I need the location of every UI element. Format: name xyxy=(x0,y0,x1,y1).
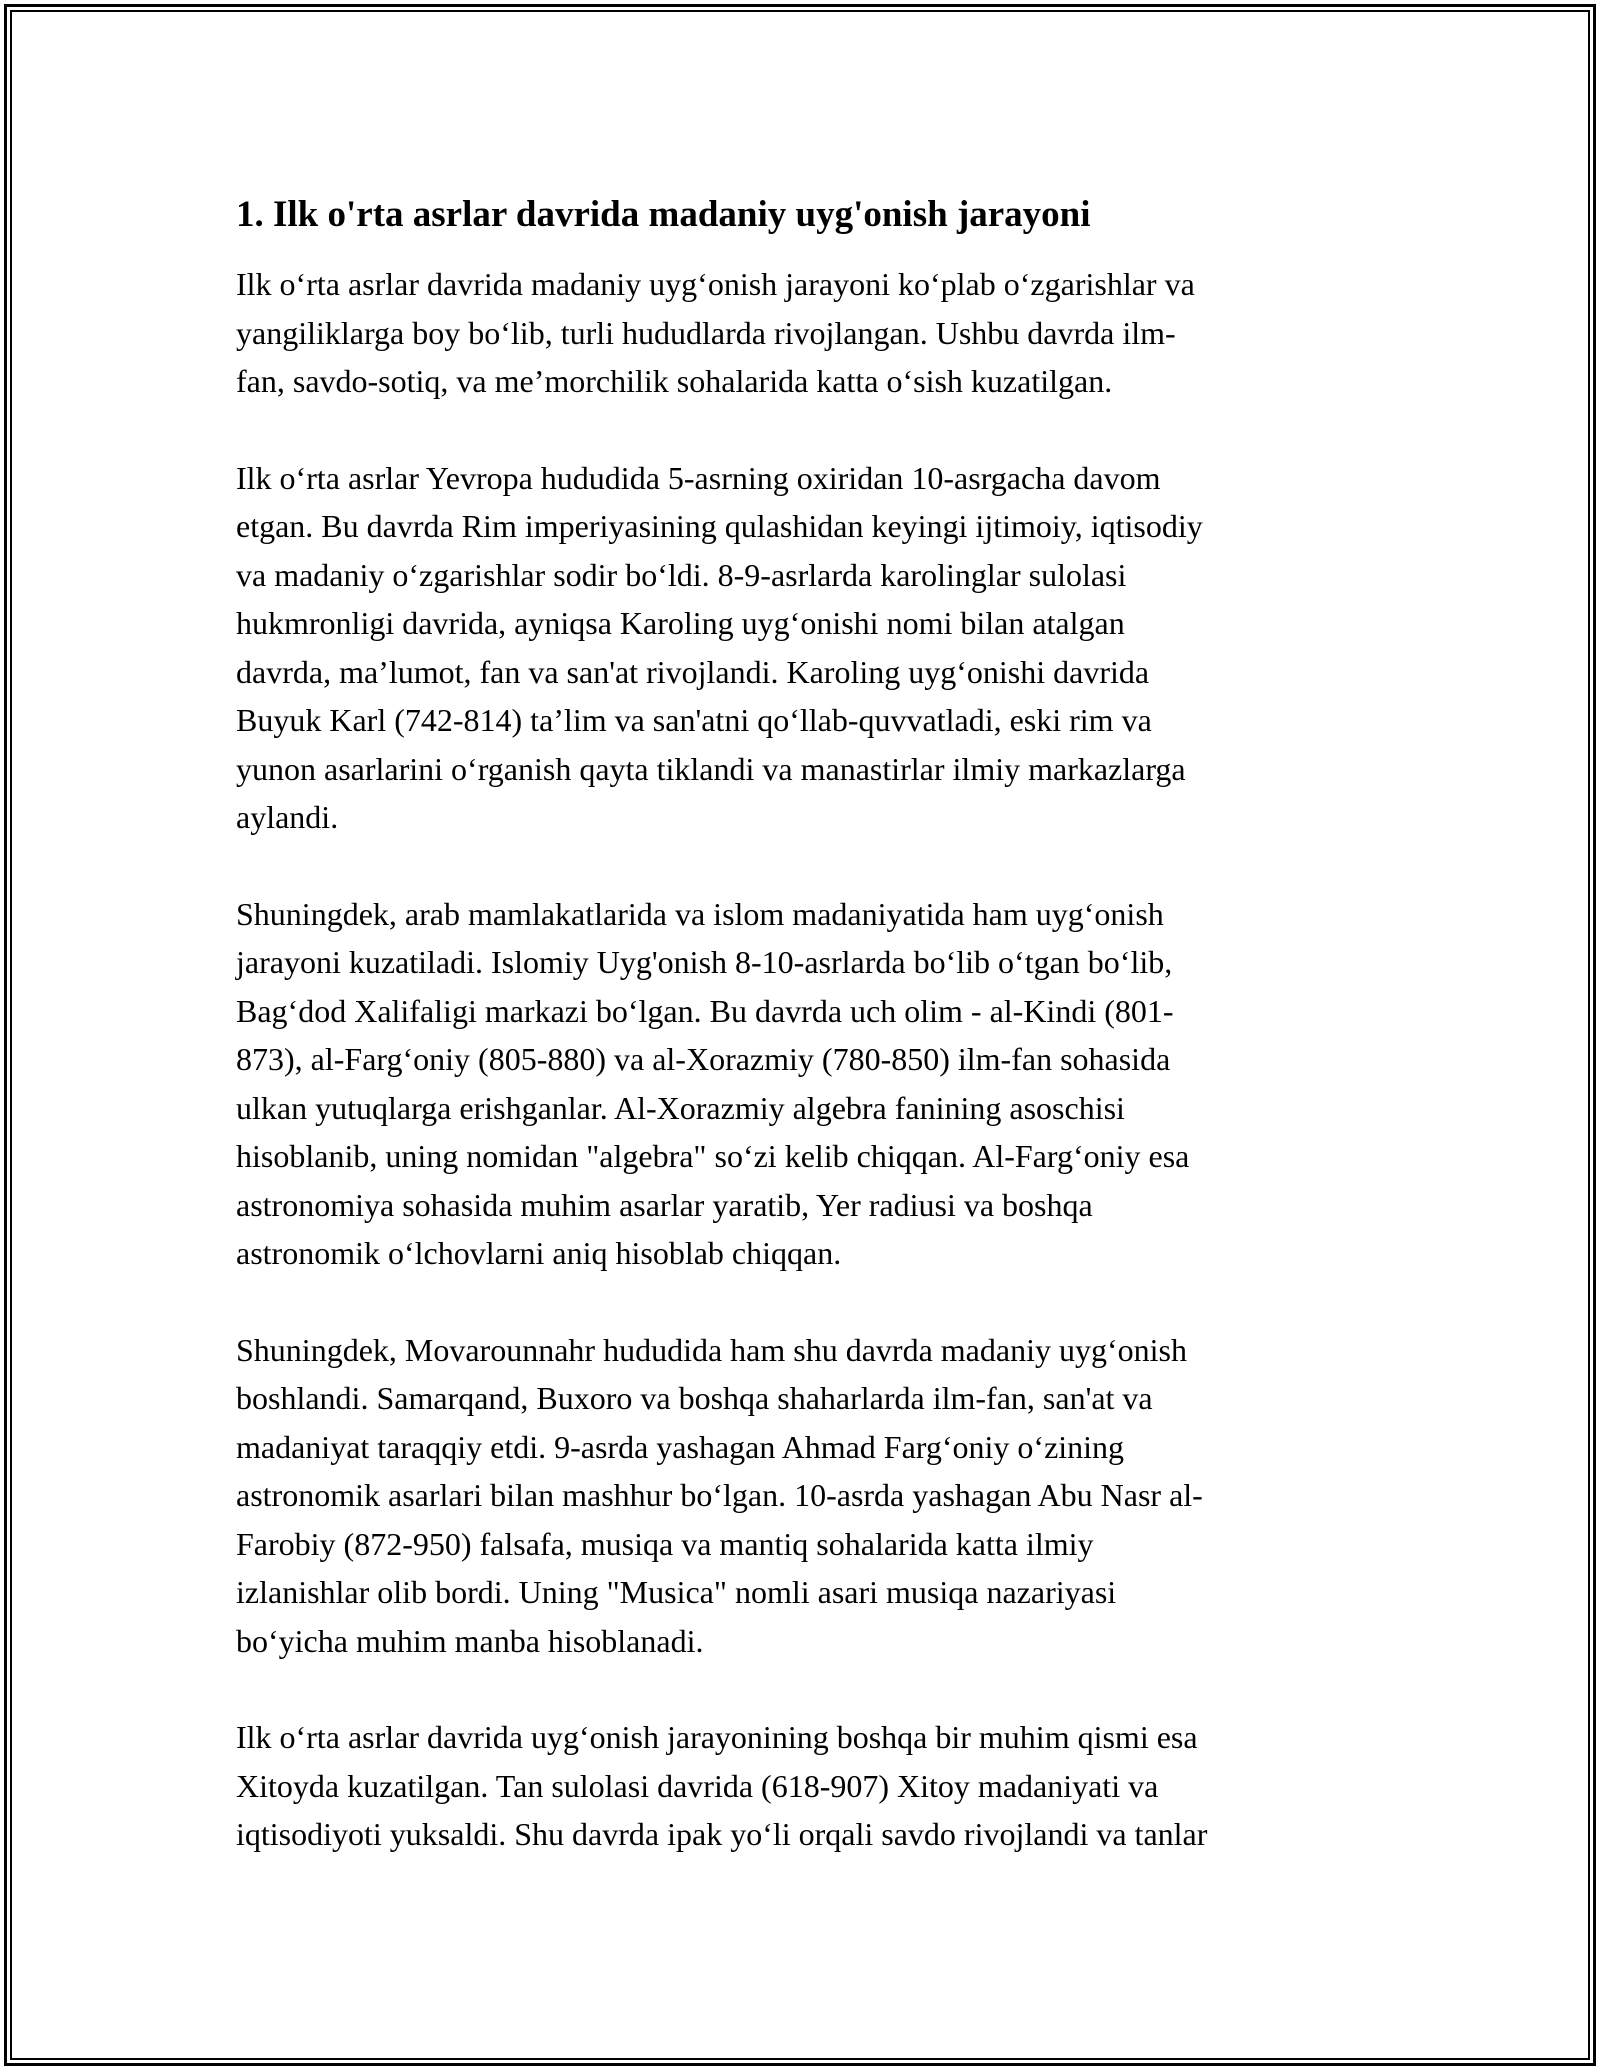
text-line: iqtisodiyoti yuksaldi. Shu davrda ipak yo‘li orqali savdo rivojlandi va tanlar xyxy=(236,1816,1208,1852)
text-line: boshlandi. Samarqand, Buxoro va boshqa shaharlarda ilm-fan, san'at va xyxy=(236,1380,1153,1416)
paragraph-list xyxy=(236,260,1358,1859)
paragraph-5 xyxy=(236,1713,1358,1859)
text-line: Farobiy (872-950) falsafa, musiqa va mantiq sohalarida katta ilmiy xyxy=(236,1525,1094,1562)
text-line: etgan. Bu davrda Rim imperiyasining qulashidan keyingi ijtimoiy, iqtisodiy xyxy=(236,508,1203,544)
text-line: Shuningdek, arab mamlakatlarida va islom madaniyatida ham uyg‘onish xyxy=(236,895,1164,932)
text-line: ulkan yutuqlarga erishganlar. Al-Xorazmiy algebra fanining asoschisi xyxy=(236,1089,1125,1126)
text-line: yangiliklarga boy bo‘lib, turli hududlarda rivojlangan. Ushbu davrda ilm- xyxy=(236,314,1176,351)
text-line: Ilk o‘rta asrlar davrida madaniy uyg‘onish jarayoni ko‘plab o‘zgarishlar va xyxy=(236,266,1195,302)
text-line: madaniyat taraqqiy etdi. 9-asrda yashagan Ahmad Farg‘oniy o‘zining xyxy=(236,1428,1125,1465)
text-line: Bag‘dod Xalifaligi markazi bo‘lgan. Bu davrda uch olim - al-Kindi (801- xyxy=(236,992,1174,1029)
document-body xyxy=(236,190,1358,1907)
text-line: astronomiya sohasida muhim asarlar yaratib, Yer radiusi va boshqa xyxy=(236,1186,1093,1223)
text-line: va madaniy o‘zgarishlar sodir bo‘ldi. 8-9-asrlarda karolinglar sulolasi xyxy=(236,556,1127,593)
text-line: Ilk o‘rta asrlar davrida uyg‘onish jarayonining boshqa bir muhim qismi esa xyxy=(236,1719,1198,1755)
paragraph-1 xyxy=(236,260,1358,406)
text-line: Buyuk Karl (742-814) ta’lim va san'atni qo‘llab-quvvatladi, eski rim va xyxy=(236,702,1152,738)
text-line: astronomik o‘lchovlarni aniq hisoblab chiqqan. xyxy=(236,1235,842,1271)
text-line: hukmronligi davrida, ayniqsa Karoling uyg‘onishi nomi bilan atalgan xyxy=(236,605,1125,641)
section-heading: 1. Ilk o'rta asrlar davrida madaniy uyg'onish jarayoni xyxy=(236,194,1091,235)
paragraph-2 xyxy=(236,454,1358,842)
text-line: bo‘yicha muhim manba hisoblanadi. xyxy=(236,1622,704,1659)
text-line: Shuningdek, Movarounnahr hududida ham shu davrda madaniy uyg‘onish xyxy=(236,1331,1187,1368)
text-line: jarayoni kuzatiladi. Islomiy Uyg'onish 8-10-asrlarda bo‘lib o‘tgan bo‘lib, xyxy=(236,944,1173,980)
text-line: hisoblanib, uning nomidan "algebra" so‘zi kelib chiqqan. Al-Farg‘oniy esa xyxy=(236,1138,1190,1174)
text-line: astronomik asarlari bilan mashhur bo‘lgan. 10-asrda yashagan Abu Nasr al- xyxy=(236,1477,1203,1513)
text-line: davrda, ma’lumot, fan va san'at rivojlandi. Karoling uyg‘onishi davrida xyxy=(236,653,1150,690)
text-line: yunon asarlarini o‘rganish qayta tiklandi va manastirlar ilmiy markazlarga xyxy=(236,750,1186,787)
text-line: 873), al-Farg‘oniy (805-880) va al-Xorazmiy (780-850) ilm-fan sohasida xyxy=(236,1041,1171,1077)
paragraph-4 xyxy=(236,1326,1358,1666)
paragraph-3 xyxy=(236,890,1358,1278)
text-line: fan, savdo-sotiq, va me’morchilik sohalarida katta o‘sish kuzatilgan. xyxy=(236,363,1113,399)
text-line: Ilk o‘rta asrlar Yevropa hududida 5-asrning oxiridan 10-asrgacha davom xyxy=(236,459,1161,496)
text-line: izlanishlar olib bordi. Uning "Musica" nomli asari musiqa nazariyasi xyxy=(236,1574,1117,1610)
text-line: Xitoyda kuzatilgan. Tan sulolasi davrida (618-907) Xitoy madaniyati va xyxy=(236,1767,1159,1804)
text-line: aylandi. xyxy=(236,799,339,835)
